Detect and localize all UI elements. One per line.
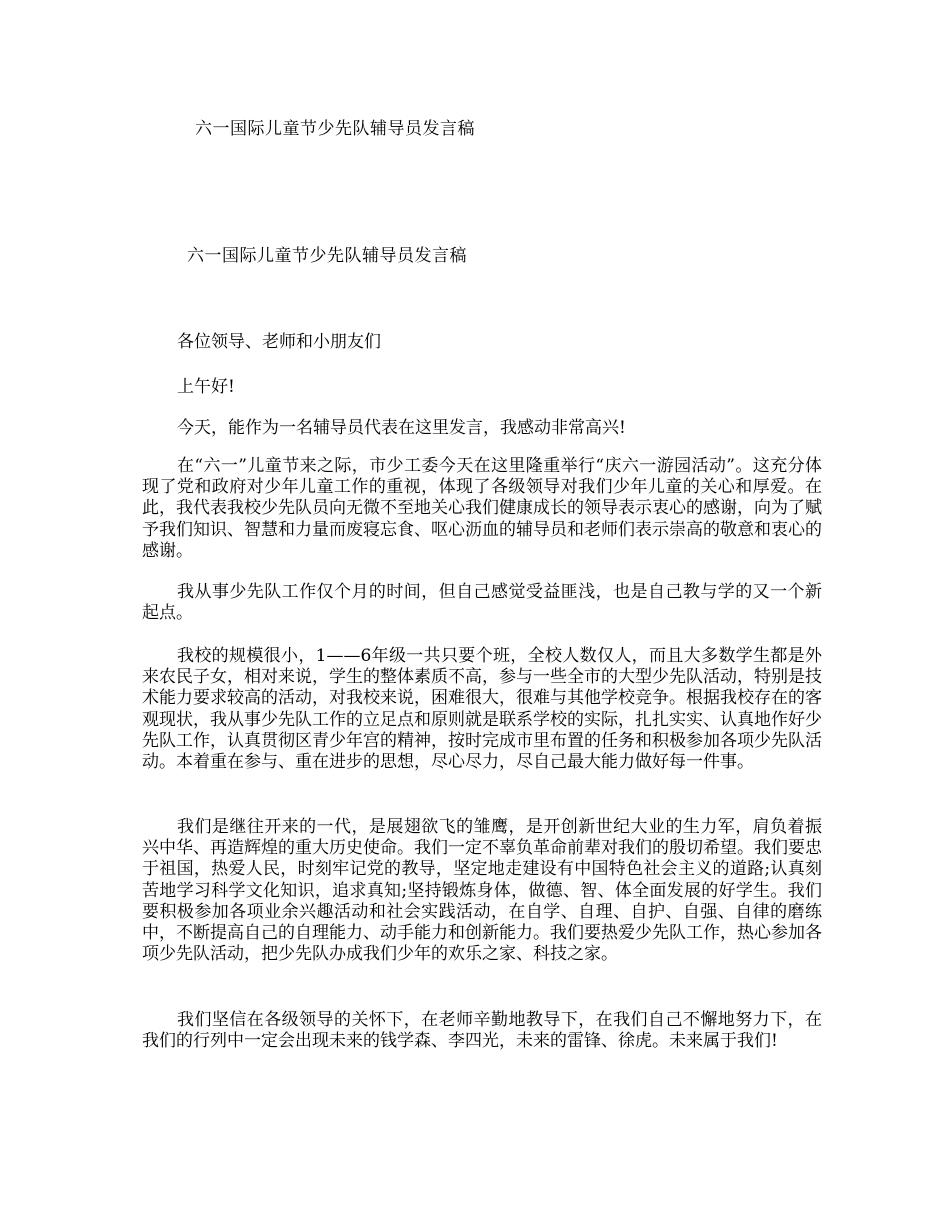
- paragraph: 我们坚信在各级领导的关怀下，在老师辛勤地教导下，在我们自己不懈地努力下，在我们的行列中一定会出现未来的钱学森、李四光，未来的雷锋、徐虎。未来属于我们!: [142, 1010, 822, 1052]
- intro-line: 今天，能作为一名辅导员代表在这里发言，我感动非常高兴!: [177, 418, 626, 438]
- paragraph: 我们是继往开来的一代，是展翅欲飞的雏鹰，是开创新世纪大业的生力军，肩负着振兴中华、再造辉煌的重大历史使命。我们一定不辜负革命前辈对我们的殷切希望。我们要忠于祖国，热爱人民，时刻牢记党的教导，坚定地走建设有中国特色社会主义的道路;认真刻苦地学习科学文化知识，追求真知;坚持锻炼身体，做德、智、体全面发展的好学生。我们要积极参加各项业余兴趣活动和社会实践活动，在自学、自理、自护、自强、自律的磨练中，不断提高自己的自理能力、动手能力和创新能力。我们要热爱少先队工作，热心参加各项少先队活动，把少先队办成我们少年的欢乐之家、科技之家。: [142, 817, 822, 965]
- paragraph: 在“六一”儿童节来之际，市少工委今天在这里隆重举行“庆六一游园活动”。这充分体现了党和政府对少年儿童工作的重视，体现了各级领导对我们少年儿童的关心和厚爱。在此，我代表我校少先队员向无微不至地关心我们健康成长的领导表示衷心的感谢，向为了赋予我们知识、智慧和力量而废寝忘食、呕心沥血的辅导员和老师们表示崇高的敬意和衷心的感谢。: [142, 456, 822, 561]
- salutation: 各位领导、老师和小朋友们: [177, 332, 381, 352]
- header-title: 六一国际儿童节少先队辅导员发言稿: [195, 119, 475, 139]
- paragraph: 我校的规模很小，1——6年级一共只要个班，全校人数仅人，而且大多数学生都是外来农民子女，相对来说，学生的整体素质不高，参与一些全市的大型少先队活动，特别是技术能力要求较高的活动，对我校来说，困难很大，很难与其他学校竞争。根据我校存在的客观现状，我从事少先队工作的立足点和原则就是联系学校的实际，扎扎实实、认真地作好少先队工作，认真贯彻区青少年宫的精神，按时完成市里布置的任务和积极参加各项少先队活动。本着重在参与、重在进步的思想，尽心尽力，尽自己最大能力做好每一件事。: [142, 646, 822, 773]
- paragraph: 我从事少先队工作仅个月的时间，但自己感觉受益匪浅，也是自己教与学的又一个新起点。: [142, 582, 822, 624]
- document-title: 六一国际儿童节少先队辅导员发言稿: [187, 246, 467, 266]
- greeting: 上午好!: [177, 377, 235, 397]
